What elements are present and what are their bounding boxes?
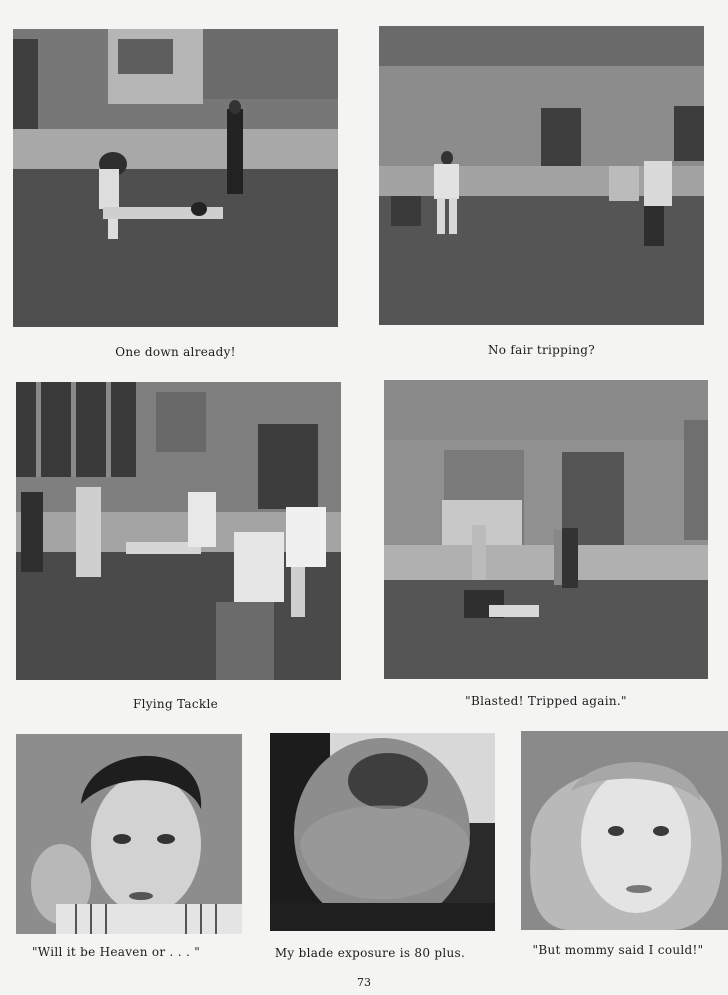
photo-girl-portrait-caption: "But mommy said I could!": [532, 943, 704, 957]
photo-back-of-head: [270, 733, 495, 931]
photo-blasted-tripped-again-caption: "Blasted! Tripped again.": [465, 694, 627, 708]
photo-boy-portrait: [16, 734, 242, 934]
rink-scene-image: [13, 29, 338, 327]
portrait-image: [270, 733, 495, 931]
portrait-image: [16, 734, 242, 934]
page-number: 73: [357, 976, 371, 989]
photo-one-down-already-caption: One down already!: [115, 345, 236, 359]
photo-flying-tackle-caption: Flying Tackle: [132, 697, 219, 711]
photo-no-fair-tripping-caption: No fair tripping?: [487, 343, 596, 357]
photo-girl-portrait: [521, 731, 728, 930]
rink-scene-image: [379, 26, 704, 325]
photo-no-fair-tripping: [379, 26, 704, 325]
photo-flying-tackle: [16, 382, 341, 680]
photo-boy-portrait-caption: "Will it be Heaven or . . . ": [31, 945, 201, 959]
photo-blasted-tripped-again: [384, 380, 708, 679]
rink-scene-image: [16, 382, 341, 680]
portrait-image: [521, 731, 728, 930]
photo-back-of-head-caption: My blade exposure is 80 plus.: [274, 946, 466, 960]
rink-scene-image: [384, 380, 708, 679]
photo-one-down-already: [13, 29, 338, 327]
